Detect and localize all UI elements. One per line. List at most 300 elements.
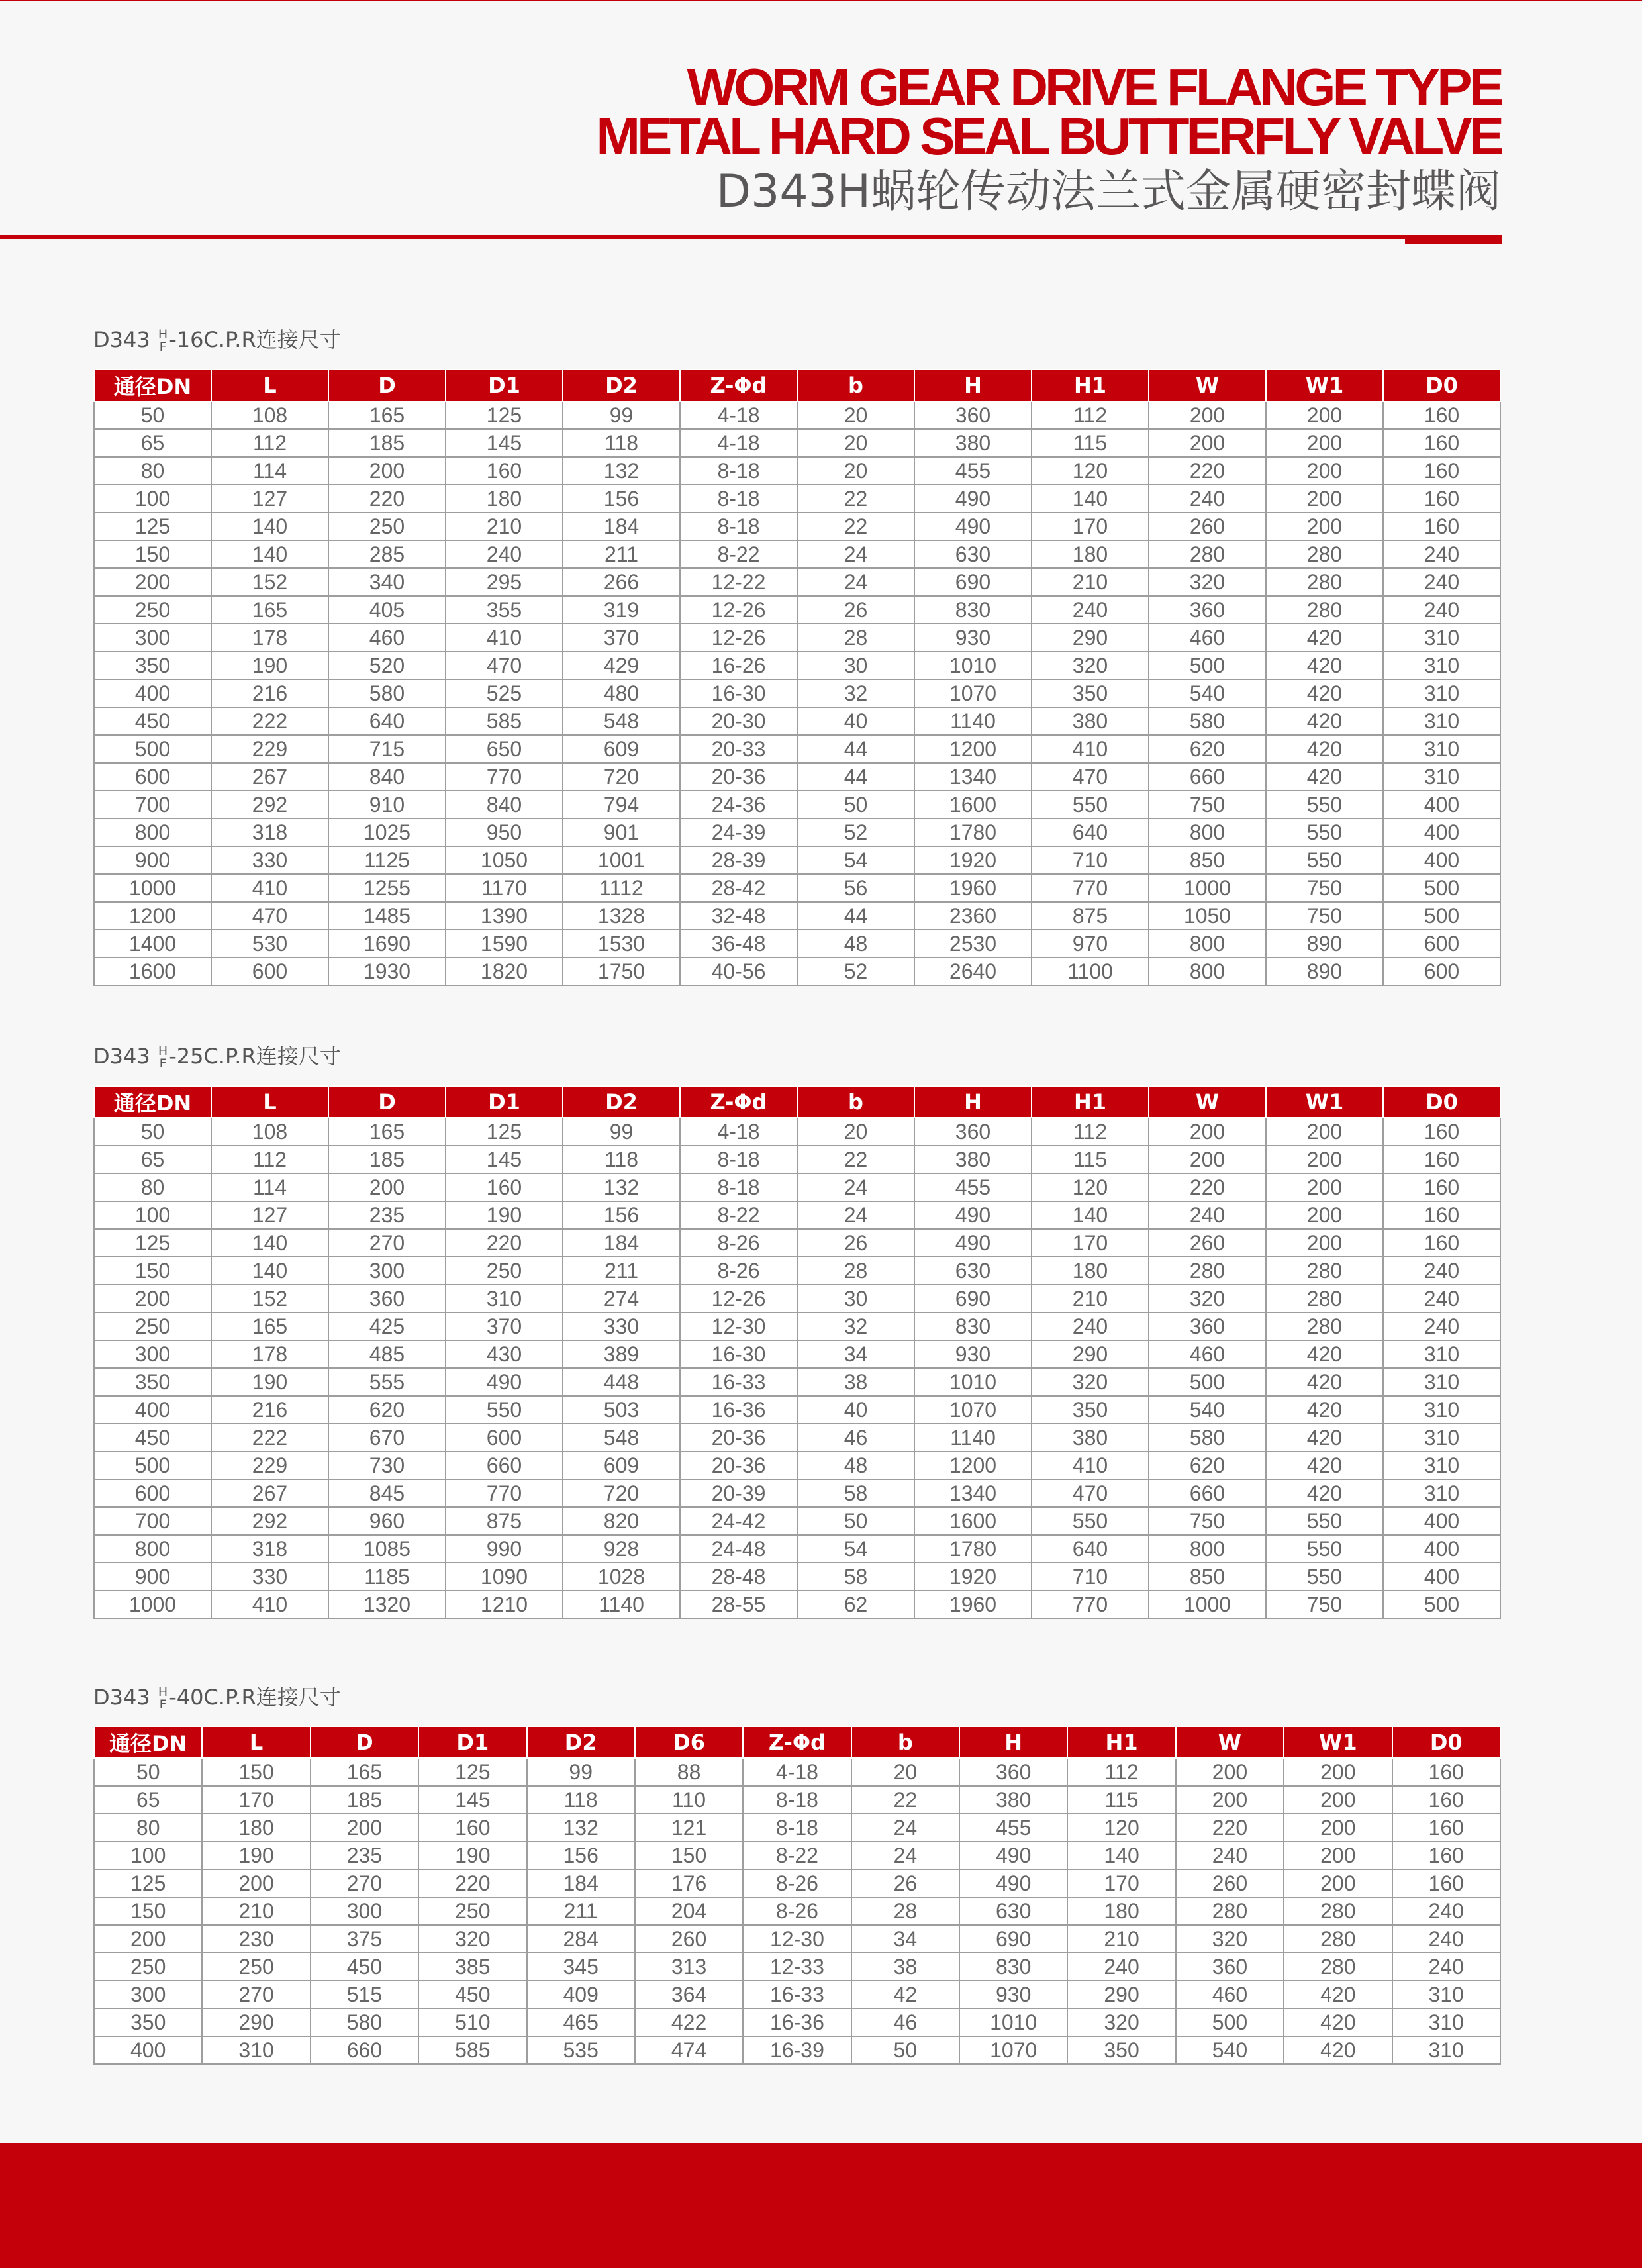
table-cell: 210 (1067, 1925, 1175, 1953)
table-cell: 660 (446, 1452, 563, 1479)
table-cell: 115 (1067, 1786, 1175, 1814)
table-row (94, 1146, 1500, 1173)
table-cell: 320 (1149, 568, 1266, 596)
table-cell: 500 (1176, 2008, 1284, 2036)
table-cell: 24 (797, 568, 914, 596)
table-cell: 24-48 (680, 1535, 797, 1563)
table-cell: 1930 (328, 958, 446, 985)
table-cell: 890 (1266, 958, 1383, 985)
table-cell: 50 (94, 401, 211, 429)
table-cell: 280 (1176, 1897, 1284, 1925)
table-cell: 474 (635, 2036, 743, 2064)
table-cell: 160 (1383, 1173, 1500, 1201)
column-header: W1 (1266, 1086, 1383, 1118)
table-cell: 310 (1383, 1479, 1500, 1507)
table-cell: 20 (797, 429, 914, 457)
table-row (94, 1897, 1500, 1925)
column-header: L (211, 370, 328, 401)
table-cell: 420 (1266, 624, 1383, 652)
table-cell: 16-36 (680, 1396, 797, 1424)
column-header: D6 (635, 1726, 743, 1758)
table-cell: 54 (797, 1535, 914, 1563)
table-cell: 345 (527, 1953, 635, 1981)
table-cell: 650 (446, 735, 563, 763)
table-cell: 132 (563, 457, 680, 485)
table-cell: 22 (797, 485, 914, 513)
table-row (94, 513, 1500, 540)
table-cell: 156 (527, 1842, 635, 1869)
table-cell: 310 (1383, 735, 1500, 763)
table-cell: 180 (446, 485, 563, 513)
table-cell: 770 (446, 1479, 563, 1507)
table-cell: 200 (94, 1925, 202, 1953)
table-cell: 210 (1032, 568, 1149, 596)
table-cell: 295 (446, 568, 563, 596)
table-cell: 30 (797, 1285, 914, 1312)
table-cell: 114 (211, 457, 328, 485)
table-cell: 56 (797, 874, 914, 902)
table-cell: 24 (797, 1201, 914, 1229)
table-header-row (94, 1726, 1500, 1758)
table-cell: 270 (328, 1229, 446, 1257)
table-cell: 400 (1383, 1507, 1500, 1535)
table-cell: 48 (797, 1452, 914, 1479)
table-cell: 8-18 (680, 1173, 797, 1201)
table-cell: 8-18 (680, 485, 797, 513)
table-cell: 156 (563, 1201, 680, 1229)
table-cell: 140 (211, 540, 328, 568)
table-cell: 300 (328, 1257, 446, 1285)
table-cell: 99 (563, 401, 680, 429)
table-cell: 420 (1266, 1479, 1383, 1507)
table-cell: 600 (94, 1479, 211, 1507)
table-cell: 280 (1266, 568, 1383, 596)
table-cell: 200 (94, 1285, 211, 1312)
column-header: H1 (1032, 1086, 1149, 1118)
table-cell: 38 (797, 1368, 914, 1396)
table-cell: 200 (94, 568, 211, 596)
table-cell: 320 (1149, 1285, 1266, 1312)
table-cell: 184 (563, 513, 680, 540)
table-cell: 121 (635, 1814, 743, 1842)
table-cell: 22 (797, 1146, 914, 1173)
table-cell: 1320 (328, 1591, 446, 1618)
fraction-top: H (158, 1685, 168, 1699)
table-cell: 600 (1383, 930, 1500, 958)
table-cell: 8-18 (680, 1146, 797, 1173)
table-cell: 1920 (914, 846, 1032, 874)
table-cell: 50 (797, 791, 914, 818)
table-cell: 160 (446, 1173, 563, 1201)
table-cell: 170 (202, 1786, 310, 1814)
table-cell: 1600 (914, 1507, 1032, 1535)
table-cell: 280 (1149, 540, 1266, 568)
table-cell: 330 (563, 1312, 680, 1340)
table-cell: 165 (211, 1312, 328, 1340)
table-cell: 4-18 (680, 429, 797, 457)
table-cell: 1255 (328, 874, 446, 902)
table-cell: 190 (202, 1842, 310, 1869)
table-cell: 280 (1284, 1925, 1392, 1953)
table-cell: 200 (1176, 1758, 1284, 1786)
table-cell: 160 (1392, 1786, 1501, 1814)
table-cell: 12-26 (680, 596, 797, 624)
column-header: H (914, 1086, 1032, 1118)
table-cell: 240 (1392, 1953, 1501, 1981)
table-cell: 200 (1266, 1229, 1383, 1257)
table-cell: 4-18 (680, 1118, 797, 1146)
table-cell: 8-22 (743, 1842, 851, 1869)
table-cell: 355 (446, 596, 563, 624)
section-caption-16c (93, 323, 341, 354)
table-cell: 600 (446, 1424, 563, 1452)
table-cell: 12-30 (680, 1312, 797, 1340)
table-row (94, 818, 1500, 846)
table-cell: 730 (328, 1452, 446, 1479)
table-row (94, 958, 1500, 985)
table-cell: 200 (1266, 485, 1383, 513)
table-cell: 1010 (914, 652, 1032, 679)
table-cell: 20-39 (680, 1479, 797, 1507)
table-cell: 50 (797, 1507, 914, 1535)
table-cell: 220 (328, 485, 446, 513)
table-cell: 280 (1284, 1953, 1392, 1981)
table-cell: 125 (446, 401, 563, 429)
table-cell: 8-26 (680, 1229, 797, 1257)
table-cell: 48 (797, 930, 914, 958)
table-cell: 550 (1266, 818, 1383, 846)
table-cell: 28-39 (680, 846, 797, 874)
caption-suffix: -25C.P.R连接尺寸 (169, 1044, 341, 1069)
table-cell: 132 (563, 1173, 680, 1201)
table-cell: 310 (1392, 2008, 1501, 2036)
table-cell: 250 (94, 596, 211, 624)
table-cell: 800 (94, 1535, 211, 1563)
table-cell: 1328 (563, 902, 680, 930)
table-row (94, 874, 1500, 902)
table-cell: 112 (1032, 1118, 1149, 1146)
table-cell: 2360 (914, 902, 1032, 930)
table-cell: 160 (1383, 1118, 1500, 1146)
table-cell: 310 (1392, 1981, 1501, 2008)
table-cell: 580 (328, 679, 446, 707)
table-row (94, 679, 1500, 707)
table-cell: 318 (211, 1535, 328, 1563)
table-cell: 20-33 (680, 735, 797, 763)
table-cell: 1400 (94, 930, 211, 958)
table-cell: 260 (1176, 1869, 1284, 1897)
table-cell: 380 (1032, 1424, 1149, 1452)
table-cell: 580 (1149, 707, 1266, 735)
table-cell: 350 (1067, 2036, 1175, 2064)
table-cell: 160 (1383, 485, 1500, 513)
table-cell: 1200 (94, 902, 211, 930)
table-cell: 320 (1032, 652, 1149, 679)
table-cell: 550 (1266, 1507, 1383, 1535)
table-cell: 750 (1266, 874, 1383, 902)
table-cell: 8-18 (743, 1786, 851, 1814)
table-row (94, 763, 1500, 791)
table-cell: 267 (211, 763, 328, 791)
column-header: D1 (446, 370, 563, 401)
table-cell: 20 (851, 1758, 959, 1786)
table-cell: 480 (563, 679, 680, 707)
table-cell: 1050 (1149, 902, 1266, 930)
table-cell: 350 (94, 652, 211, 679)
table-cell: 585 (446, 707, 563, 735)
table-cell: 310 (1383, 652, 1500, 679)
column-header: W (1176, 1726, 1284, 1758)
table-cell: 160 (1383, 401, 1500, 429)
table-cell: 34 (797, 1340, 914, 1368)
table-row (94, 791, 1500, 818)
table-cell: 900 (94, 846, 211, 874)
table-cell: 200 (1284, 1758, 1392, 1786)
column-header: Z-Φd (743, 1726, 851, 1758)
table-cell: 80 (94, 1814, 202, 1842)
table-cell: 185 (328, 1146, 446, 1173)
table-cell: 118 (563, 1146, 680, 1173)
table-cell: 1140 (914, 707, 1032, 735)
table-cell: 320 (418, 1925, 526, 1953)
table-row (94, 596, 1500, 624)
table-cell: 160 (1392, 1814, 1501, 1842)
table-cell: 420 (1266, 652, 1383, 679)
table-cell: 160 (418, 1814, 526, 1842)
table-cell: 200 (1284, 1814, 1392, 1842)
table-cell: 1050 (446, 846, 563, 874)
table-cell: 274 (563, 1285, 680, 1312)
table-cell: 360 (914, 1118, 1032, 1146)
table-cell: 30 (797, 652, 914, 679)
table-row (94, 930, 1500, 958)
table-cell: 280 (1284, 1897, 1392, 1925)
table-cell: 220 (1176, 1814, 1284, 1842)
caption-model: D343 (93, 1685, 150, 1710)
table-cell: 300 (311, 1897, 418, 1925)
table-cell: 240 (1383, 568, 1500, 596)
table-cell: 710 (1032, 1563, 1149, 1591)
table-cell: 235 (328, 1201, 446, 1229)
table-cell: 420 (1266, 1424, 1383, 1452)
table-cell: 140 (1067, 1842, 1175, 1869)
table-cell: 350 (1032, 679, 1149, 707)
table-row (94, 1173, 1500, 1201)
table-cell: 455 (914, 457, 1032, 485)
table-cell: 280 (1266, 540, 1383, 568)
table-cell: 1780 (914, 1535, 1032, 1563)
fraction-bottom: F (159, 1697, 167, 1712)
table-cell: 400 (94, 2036, 202, 2064)
table-cell: 20-36 (680, 1452, 797, 1479)
table-cell: 400 (94, 1396, 211, 1424)
table-cell: 320 (1032, 1368, 1149, 1396)
table-cell: 360 (1176, 1953, 1284, 1981)
table-cell: 845 (328, 1479, 446, 1507)
table-cell: 8-22 (680, 540, 797, 568)
table-cell: 420 (1284, 1981, 1392, 2008)
table-cell: 410 (211, 874, 328, 902)
table-cell: 200 (1149, 429, 1266, 457)
table-cell: 280 (1266, 1257, 1383, 1285)
table-cell: 830 (914, 596, 1032, 624)
table-cell: 292 (211, 1507, 328, 1535)
caption-model: D343 (93, 1044, 150, 1069)
table-cell: 32 (797, 679, 914, 707)
table-cell: 360 (914, 401, 1032, 429)
table-cell: 630 (914, 540, 1032, 568)
table-cell: 160 (1383, 457, 1500, 485)
table-cell: 620 (1149, 735, 1266, 763)
column-header: D2 (563, 370, 680, 401)
table-cell: 220 (1149, 457, 1266, 485)
table-row (94, 1340, 1500, 1368)
table-cell: 660 (1149, 763, 1266, 791)
table-cell: 380 (914, 1146, 1032, 1173)
fraction-top: H (158, 1044, 168, 1058)
column-header: D0 (1392, 1726, 1501, 1758)
table-cell: 550 (446, 1396, 563, 1424)
table-cell: 400 (1383, 1563, 1500, 1591)
table-cell: 360 (1149, 1312, 1266, 1340)
table-cell: 550 (1266, 1563, 1383, 1591)
table-cell: 150 (94, 540, 211, 568)
table-cell: 16-39 (743, 2036, 851, 2064)
caption-fraction (158, 328, 168, 354)
table-cell: 180 (202, 1814, 310, 1842)
table-cell: 310 (1383, 1368, 1500, 1396)
table-cell: 950 (446, 818, 563, 846)
table-cell: 890 (1266, 930, 1383, 958)
table-row (94, 2036, 1500, 2064)
table-cell: 405 (328, 596, 446, 624)
table-cell: 140 (211, 513, 328, 540)
table-cell: 450 (311, 1953, 418, 1981)
table-cell: 550 (1266, 1535, 1383, 1563)
table-cell: 125 (94, 513, 211, 540)
table-cell: 200 (328, 1173, 446, 1201)
table-cell: 370 (563, 624, 680, 652)
table-cell: 24 (797, 1173, 914, 1201)
table-cell: 1340 (914, 1479, 1032, 1507)
table-cell: 145 (446, 1146, 563, 1173)
table-cell: 300 (94, 1981, 202, 2008)
table-cell: 420 (1266, 1368, 1383, 1396)
table-cell: 38 (851, 1953, 959, 1981)
section-caption-40c (93, 1681, 341, 1711)
table-cell: 280 (1149, 1257, 1266, 1285)
table-cell: 20-30 (680, 707, 797, 735)
table-cell: 310 (1383, 1452, 1500, 1479)
table-row (94, 457, 1500, 485)
table-cell: 410 (1032, 1452, 1149, 1479)
table-cell: 24-39 (680, 818, 797, 846)
table-cell: 28-55 (680, 1591, 797, 1618)
table-cell: 490 (914, 1201, 1032, 1229)
table-cell: 460 (1176, 1981, 1284, 2008)
table-cell: 140 (211, 1229, 328, 1257)
table-cell: 88 (635, 1758, 743, 1786)
table-row (94, 707, 1500, 735)
table-cell: 150 (94, 1257, 211, 1285)
column-header: H1 (1032, 370, 1149, 401)
table-cell: 425 (328, 1312, 446, 1340)
table-cell: 420 (1284, 2008, 1392, 2036)
table-cell: 1000 (94, 1591, 211, 1618)
table-cell: 200 (1149, 401, 1266, 429)
table-cell: 420 (1266, 735, 1383, 763)
table-cell: 609 (563, 1452, 680, 1479)
table-cell: 1185 (328, 1563, 446, 1591)
column-header: b (797, 370, 914, 401)
table-row (94, 568, 1500, 596)
table-cell: 500 (1383, 902, 1500, 930)
table-cell: 24 (851, 1842, 959, 1869)
table-cell: 240 (1383, 1285, 1500, 1312)
table-cell: 190 (418, 1842, 526, 1869)
title-english-line1: WORM GEAR DRIVE FLANGE TYPE (687, 58, 1501, 117)
table-cell: 16-30 (680, 1340, 797, 1368)
table-cell: 22 (851, 1786, 959, 1814)
table-cell: 310 (1383, 679, 1500, 707)
table-cell: 715 (328, 735, 446, 763)
table-cell: 620 (328, 1396, 446, 1424)
column-header: Z-Φd (680, 1086, 797, 1118)
table-cell: 350 (94, 1368, 211, 1396)
table-cell: 152 (211, 568, 328, 596)
table-cell: 330 (211, 846, 328, 874)
table-cell: 54 (797, 846, 914, 874)
table-row (94, 2008, 1500, 2036)
table-cell: 222 (211, 1424, 328, 1452)
table-cell: 125 (94, 1869, 202, 1897)
column-header: D (311, 1726, 418, 1758)
table-cell: 285 (328, 540, 446, 568)
table-cell: 389 (563, 1340, 680, 1368)
table-cell: 190 (211, 652, 328, 679)
table-cell: 8-18 (680, 457, 797, 485)
table-cell: 490 (914, 513, 1032, 540)
table-cell: 875 (446, 1507, 563, 1535)
table-row (94, 624, 1500, 652)
table-cell: 310 (1383, 763, 1500, 791)
table-cell: 1000 (94, 874, 211, 902)
table-cell: 22 (797, 513, 914, 540)
table-cell: 150 (202, 1758, 310, 1786)
table-cell: 420 (1266, 707, 1383, 735)
table-cell: 928 (563, 1535, 680, 1563)
table-cell: 270 (311, 1869, 418, 1897)
table-cell: 176 (635, 1869, 743, 1897)
table-row (94, 429, 1500, 457)
table-cell: 240 (1392, 1925, 1501, 1953)
table-cell: 127 (211, 485, 328, 513)
table-cell: 1600 (94, 958, 211, 985)
table-header-row (94, 370, 1500, 401)
table-row (94, 1869, 1500, 1897)
table-cell: 290 (1032, 1340, 1149, 1368)
table-cell: 600 (1383, 958, 1500, 985)
table-cell: 540 (1176, 2036, 1284, 2064)
column-header: 通径DN (94, 370, 211, 401)
table-cell: 150 (635, 1842, 743, 1869)
table-cell: 50 (94, 1118, 211, 1146)
table-cell: 550 (1266, 846, 1383, 874)
table-cell: 211 (563, 540, 680, 568)
table-cell: 8-18 (680, 513, 797, 540)
column-header: 通径DN (94, 1726, 202, 1758)
table-cell: 12-30 (743, 1925, 851, 1953)
